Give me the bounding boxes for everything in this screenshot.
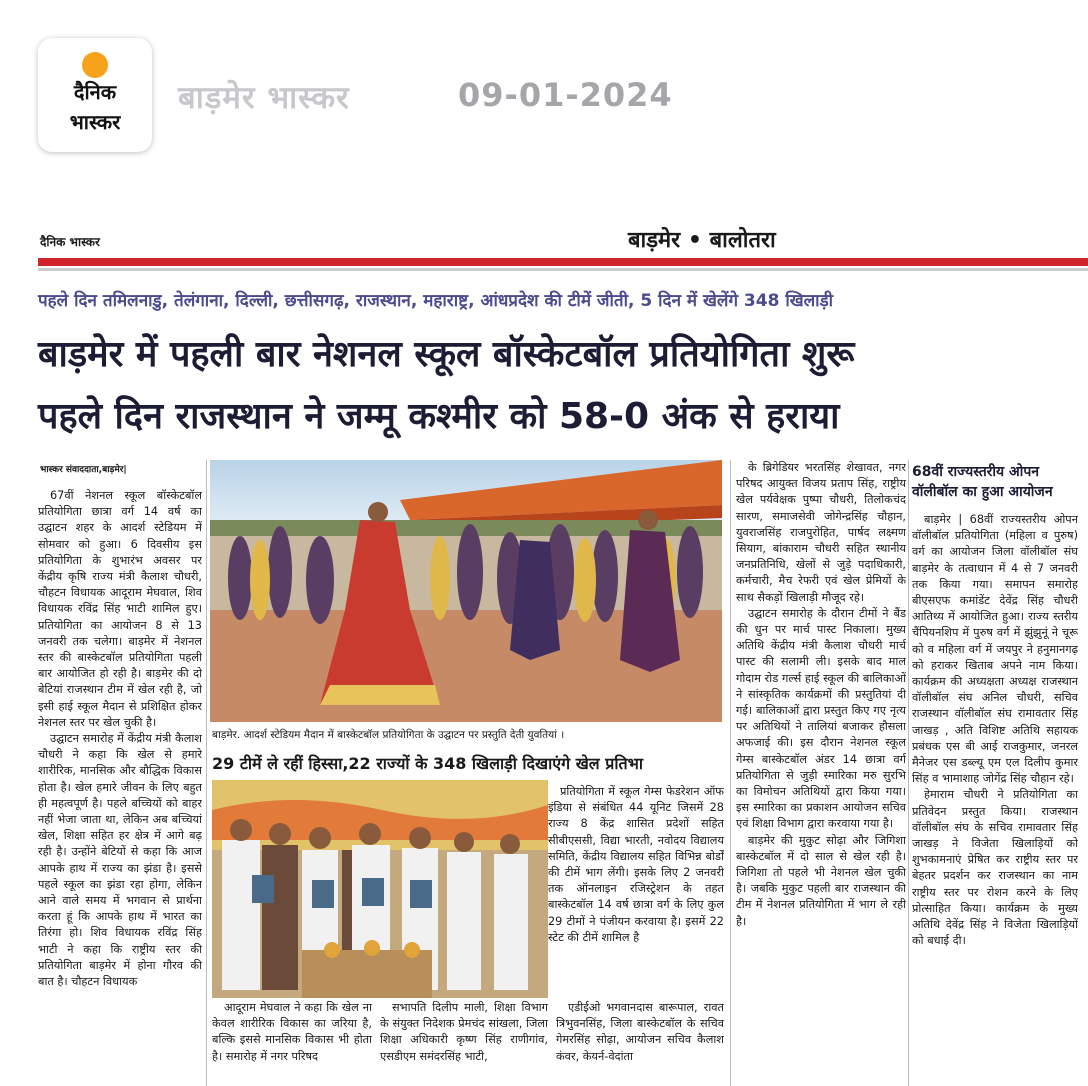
paragraph: हेमाराम चौधरी ने प्रतियोगिता का प्रतिवेदन प्रस्तुत किया। राजस्थान वॉलीबॉल संघ के सचिव रामावतार सिंह जाखड़ ने विजेता खिलाड़ियों को शुभकामनाएं प्रेषित कर राष्ट्रीय स्तर पर बेहतर प्रदर्शन कर राजस्थान का नाम राष्ट्रीय स्तर पर रोशन करने के लिए प्रोत्साहित किया। कार्यक्रम के मुख्य अतिथि देवेंद्र सिंह ने विजेता खिलाड़ियों को बधाई दी। <box>912 788 1078 948</box>
header-rule-shadow <box>38 268 1088 271</box>
paragraph: के ब्रिगेडियर भरतसिंह शेखावत, नगर परिषद आयुक्त विजय प्रताप सिंह, राष्ट्रीय खेल पर्यवेक्षक पुष्पा चौधरी, तिलोकचंद सारण, समाजसेवी जोगेन्द्रसिंह चौहान, युवराजसिंह राजपुरोहित, पार्षद लक्ष्मण सियाग, बांकाराम चौधरी सहित स्थानीय जनप्रतिनिधि, खेलों से जुड़े पदाधिकारी, कर्मचारी, मैच रेफरी एवं खेल प्रेमियों के साथ सैकड़ों खिलाड़ी मौजूद रहे। <box>736 461 906 604</box>
page-section-title: बाड़मेर • बालोतरा <box>628 228 776 253</box>
headline-line-2: पहले दिन राजस्थान ने जम्मू कश्मीर को 58-0 अंक से हराया <box>38 396 840 437</box>
paragraph: उद्घाटन समारोह के दौरान टीमों ने बैंड की धुन पर मार्च पास्ट निकाला। मुख्य अतिथि केंद्रीय मंत्री कैलाश चौधरी मार्च पास्ट की सलामी ली। इसके बाद माल गोदाम रोड गर्ल्स हाई स्कूल की बालिकाओं ने सांस्कृतिक कार्यक्रमों की प्रस्तुतियां दी गई। बालिकाओं द्वारा प्रस्तुत किए गए नृत्य पर अतिथियों ने तालियां बजाकर हौसला अफजाई की। इस दौरान नेशनल स्कूल गेम्स बास्केटबॉल अंडर 14 छात्रा वर्ग प्रतियोगिता से जुड़ी स्मारिका मरु सुरभि का विमोचन अतिथियों द्वारा किया गया। इस स्मारिका का प्रकाशन आयोजन सचिव एवं शिक्षा विभाग द्वारा करवाया गया है। <box>736 606 906 831</box>
paragraph: आदूराम मेघवाल ने कहा कि खेल ना केवल शारीरिक विकास का जरिया है, बल्कि इससे मानसिक विकास भी होता है। समारोह में नगर परिषद <box>212 1001 372 1063</box>
sun-logo-icon <box>82 52 108 78</box>
side-article-headline: 68वीं राज्यस्तरीय ओपन वॉलीबॉल का हुआ आयोजन <box>912 464 1053 500</box>
dance-performance-photo <box>210 460 722 722</box>
paragraph: उद्घाटन समारोह में केंद्रीय मंत्री कैलाश चौधरी ने कहा कि खेल से हमारे शारीरिक, मानसिक और बौद्धिक विकास होता है। खेल हमारे जीवन के लिए बहुत ही महत्वपूर्ण है। पहले बच्चियों को बाहर नहीं भेजा जाता था, लेकिन अब बच्चियां खेल, शिक्षा सहित हर क्षेत्र में आगे बढ़ रही है। उन्होंने बेटियों से कहा कि आज आपके हाथ में राज्य का झंडा है। इससे पहले स्कूल का झंडा रहा होगा, लेकिन आने वाले समय में भगवान से प्रार्थना करता हूं कि आपके हाथ में भारत का तिरंगा हो। शिव विधायक रविंद्र सिंह भाटी ने कहा कि राष्ट्रीय स्तर की प्रतियोगिता बाड़मेर में होना गौरव की बात है। चौहटन विधायक <box>38 732 202 989</box>
paragraph: एडीईओ भगवानदास बारूपाल, रावत त्रिभुवनसिंह, जिला बास्केटबॉल के सचिव गेमरसिंह सोढ़ा, आयोजन सचिव कैलाश कंवर, केयर्न-वेदांता <box>556 1001 724 1063</box>
article-bottom-column-c <box>556 1000 724 1086</box>
photo-caption: बाड़मेर. आदर्श स्टेडियम मैदान में बास्केटबॉल प्रतियोगिता के उद्घाटन पर प्रस्तुति देती युवतियां । <box>212 729 565 741</box>
column-divider <box>730 460 731 1086</box>
paragraph: बाड़मेर | 68वीं राज्यस्तरीय ओपन वॉलीबॉल प्रतियोगिता (महिला व पुरुष) वर्ग का आयोजन जिला वॉलीबॉल संघ बाड़मेर के तत्वाधान में 4 से 7 जनवरी तक किया गया। समापन समारोह बीएसएफ कमांडेंट देवेंद्र सिंह चौधरी आतिथ्य में आयोजित हुआ। राज्य स्तरीय चैंपियनशिप में पुरुष वर्ग में झुंझुनूं ने चूरू को व महिला वर्ग में जयपुर ने हनुमानगढ़ को हराकर खिताब अपने नाम किया।कार्यक्रम की अध्यक्षता अध्यक्ष राजस्थान वॉलीबॉल संघ अनिल चौधरी, सचिव राजस्थान वॉलीबॉल संघ रामावतार सिंह जाखड़ , अति विशिष्ट अतिथि सहायक प्रबंधक एस बी आई राजकुमार, जनरल मैनेजर एस डब्ल्यू एम एल दिलीप कुमार सिंह व भामाशाह जोगेंद्र सिंह चौहान रहे। <box>912 513 1078 786</box>
edition-date: 09-01-2024 <box>458 76 673 114</box>
article-column-2 <box>548 784 724 996</box>
headline-line-1: बाड़मेर में पहली बार नेशनल स्कूल बॉस्केटबॉल प्रतियोगिता शुरू <box>38 334 855 375</box>
column-divider <box>908 460 909 1086</box>
article-bottom-column-a <box>212 1000 372 1086</box>
logo-text-line1: दैनिक <box>73 80 117 104</box>
subheadline: 29 टीमें ले रहीं हिस्सा,22 राज्यों के 348 खिलाड़ी दिखाएंगे खेल प्रतिभा <box>212 754 643 773</box>
logo-text-line2: भास्कर <box>69 110 121 134</box>
paragraph: 67वीं नेशनल स्कूल बॉस्केटबॉल प्रतियोगिता छात्रा वर्ग 14 वर्ष का उद्घाटन शहर के आदर्श स्टेडियम में सोमवार को हुआ। 6 दिवसीय इस प्रतियोगिता के शुभारंभ अवसर पर केंद्रीय कृषि राज्य मंत्री कैलाश चौधरी, चौहटन विधायक आदूराम मेघवाल, शिव विधायक रविंद्र सिंह भाटी शामिल हुए। प्रतियोगिता का आयोजन 8 से 13 जनवरी तक चलेगा। बाड़मेर में नेशनल स्तर की बास्केटबॉल प्रतियोगिता पहली बार आयोजित हो रही है। बाड़मेर की दो बेटियां राजस्थान टीम में खेल रही है, जो इसी हाई स्कूल मैदान से प्रशिक्षित होकर नेशनल स्तर पर खेल चुकी है। <box>38 489 202 729</box>
paragraph: बाड़मेर की मुकुट सोढ़ा और जिगिशा बास्केटबॉल में दो साल से खेल रही है। जिगिशा तो पहले भी नेशनल खेल चुकी है। जबकि मुकुट पहली बार राजस्थान की टीम में नेशनल प्रतियोगिता में भाग ले रही है। <box>736 833 906 928</box>
dignitaries-photo <box>212 780 548 998</box>
header-rule <box>38 258 1088 266</box>
paragraph: प्रतियोगिता में स्कूल गेम्स फेडरेशन ऑफ इंडिया से संबंधित 44 यूनिट जिसमें 28 राज्य 8 केंद्र शासित प्रदेशों सहित सीबीएससी, विद्या भारती, नवोदय विद्यालय समिति, केंद्रीय विद्यालय सहित विभिन्न बोर्डों की टीमें भाग लेंगी। इसके लिए 2 जनवरी तक ऑनलाइन रजिस्ट्रेशन के तहत बास्केटबॉल 14 वर्ष छात्रा वर्ग के लिए कुल 29 टीमों ने पंजीयन करवाया है। इसमें 22 स्टेट की टीमें शामिल है <box>548 785 724 944</box>
article-column-3 <box>736 460 906 1086</box>
byline: भास्कर संवाददाता,बाड़मेर| <box>40 465 127 475</box>
column-divider <box>206 460 207 1086</box>
article-bottom-column-b <box>380 1000 548 1086</box>
page-brand: दैनिक भास्कर <box>40 235 100 249</box>
article-column-1 <box>38 488 202 1086</box>
paragraph: सभापति दिलीप माली, शिक्षा विभाग के संयुक्त निदेशक प्रेमचंद सांखला, जिला शिक्षा अधिकारी कृष्ण सिंह राणीगांव, एसडीएम समंदरसिंह भाटी, <box>380 1001 548 1063</box>
article-kicker: पहले दिन तमिलनाडु, तेलंगाना, दिल्ली, छत्तीसगढ़, राजस्थान, महाराष्ट्र, आंधप्रदेश की टीमें जीती, 5 दिन में खेलेंगे 348 खिलाड़ी <box>38 291 834 311</box>
edition-name: बाड़मेर भास्कर <box>178 80 350 116</box>
side-article-body <box>912 512 1078 1086</box>
